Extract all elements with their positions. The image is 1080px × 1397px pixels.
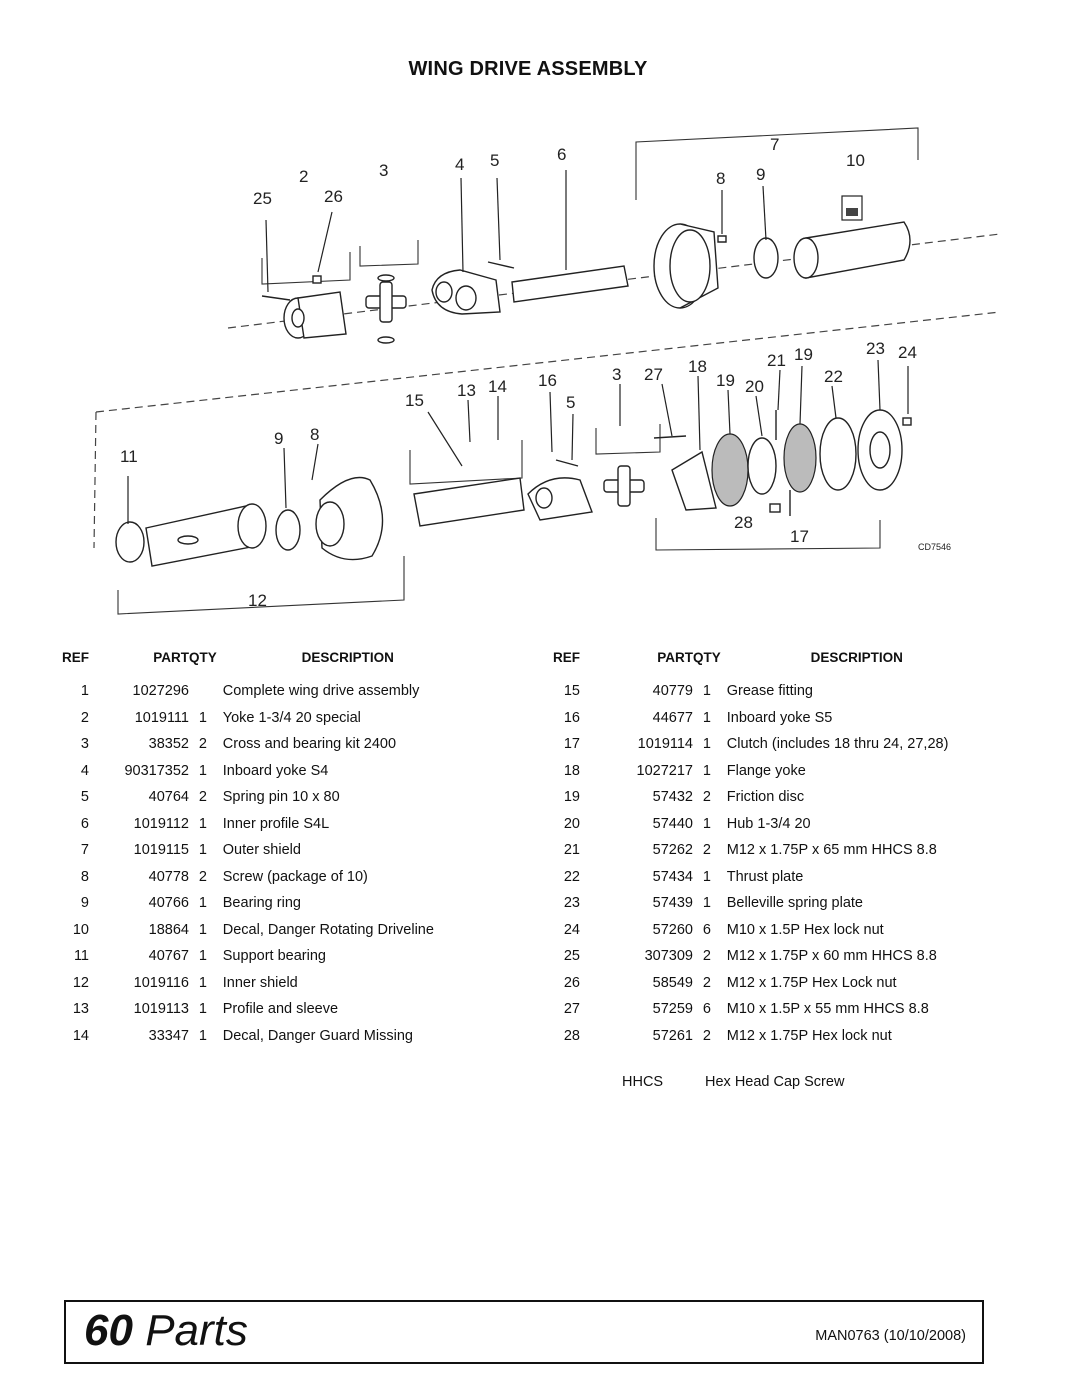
inner-shield-12-shape bbox=[146, 504, 266, 566]
ref-cell: 24 bbox=[563, 921, 580, 938]
part-number-cell: 1019115 bbox=[133, 842, 189, 859]
part-number-cell: 1027296 bbox=[132, 683, 189, 700]
part-number-cell: 57439 bbox=[652, 895, 693, 912]
lower-left-dash bbox=[94, 412, 96, 548]
table-row bbox=[62, 970, 473, 997]
part-number-cell: 33347 bbox=[148, 1027, 189, 1044]
description-cell: Profile and sleeve bbox=[222, 1001, 339, 1018]
yoke-2-shape bbox=[284, 292, 346, 338]
description-cell: M12 x 1.75P x 60 mm HHCS 8.8 bbox=[726, 948, 937, 965]
exploded-parts-diagram bbox=[0, 0, 1080, 640]
description-cell: Belleville spring plate bbox=[726, 895, 863, 912]
table-row bbox=[62, 784, 473, 811]
ref-cell: 1 bbox=[80, 683, 89, 700]
qty-cell: 6 bbox=[702, 1001, 711, 1018]
qty-cell: 1 bbox=[702, 868, 711, 885]
description-cell: Spring pin 10 x 80 bbox=[222, 789, 340, 806]
description-cell: Thrust plate bbox=[726, 868, 804, 885]
header-qty: QTY bbox=[189, 650, 217, 665]
table-row bbox=[553, 1023, 987, 1050]
header-ref: REF bbox=[62, 650, 89, 665]
bracket-13-14 bbox=[410, 440, 522, 484]
outer-shield-lower-shape bbox=[316, 478, 383, 560]
description-cell: M12 x 1.75P x 65 mm HHCS 8.8 bbox=[726, 842, 937, 859]
callout-6: 6 bbox=[557, 145, 567, 164]
qty-cell bbox=[189, 678, 217, 705]
table-row bbox=[62, 917, 473, 944]
callout-5: 5 bbox=[490, 151, 500, 170]
callout-9: 9 bbox=[756, 165, 766, 184]
qty-cell: 1 bbox=[702, 762, 711, 779]
callout-14: 14 bbox=[488, 377, 507, 396]
table-row bbox=[62, 678, 473, 705]
cross-bearing-3-shape bbox=[366, 275, 406, 343]
table-row bbox=[553, 837, 987, 864]
parts-table-right bbox=[553, 647, 987, 1049]
table-row bbox=[553, 758, 987, 785]
qty-cell: 1 bbox=[198, 842, 207, 859]
qty-cell: 2 bbox=[198, 789, 207, 806]
ref-cell: 22 bbox=[563, 868, 580, 885]
description-cell: Outer shield bbox=[222, 842, 301, 859]
callout-2: 2 bbox=[299, 167, 309, 186]
spring-pin-5-shape bbox=[488, 262, 514, 268]
ref-cell: 8 bbox=[80, 868, 89, 885]
page-number: 60 bbox=[84, 1306, 133, 1355]
bearing-ring-9-lower-shape bbox=[276, 510, 300, 550]
table-row bbox=[553, 731, 987, 758]
page-title: WING DRIVE ASSEMBLY bbox=[408, 58, 648, 80]
ref-cell: 17 bbox=[563, 736, 580, 753]
inboard-yoke-4-shape bbox=[432, 270, 500, 314]
ref-cell: 27 bbox=[563, 1001, 580, 1018]
header-qty: QTY bbox=[693, 650, 721, 665]
header-ref: REF bbox=[553, 650, 580, 665]
table-row bbox=[553, 705, 987, 732]
part-number-cell: 58549 bbox=[652, 974, 693, 991]
bolt-25-shape bbox=[262, 296, 290, 300]
shield-tube-10-shape bbox=[794, 196, 910, 278]
qty-cell: 2 bbox=[702, 1027, 711, 1044]
ref-cell: 23 bbox=[563, 895, 580, 912]
table-row bbox=[553, 784, 987, 811]
part-number-cell: 38352 bbox=[148, 736, 189, 753]
ref-cell: 21 bbox=[563, 842, 580, 859]
qty-cell: 1 bbox=[198, 895, 207, 912]
part-number-cell: 57261 bbox=[652, 1027, 693, 1044]
qty-cell: 1 bbox=[702, 815, 711, 832]
description-cell: Decal, Danger Rotating Driveline bbox=[222, 921, 434, 938]
description-cell: Decal, Danger Guard Missing bbox=[222, 1027, 413, 1044]
hub-20-shape bbox=[748, 438, 776, 494]
description-cell: M12 x 1.75P Hex lock nut bbox=[726, 1027, 892, 1044]
part-number-cell: 307309 bbox=[644, 948, 693, 965]
part-number-cell: 40779 bbox=[652, 683, 693, 700]
callout-22: 22 bbox=[824, 367, 843, 386]
part-number-cell: 1019111 bbox=[134, 709, 189, 726]
callout-12: 12 bbox=[248, 591, 267, 610]
part-number-cell: 57440 bbox=[652, 815, 693, 832]
qty-cell: 1 bbox=[702, 683, 711, 700]
part-number-cell: 18864 bbox=[148, 921, 189, 938]
part-number-cell: 40766 bbox=[148, 895, 189, 912]
table-row bbox=[62, 731, 473, 758]
description-cell: Inboard yoke S4 bbox=[222, 762, 329, 779]
nut-28-shape bbox=[770, 504, 780, 512]
header-part: PART bbox=[153, 650, 189, 665]
manual-number: MAN0763 (10/10/2008) bbox=[815, 1328, 966, 1344]
description-cell: Yoke 1-3/4 20 special bbox=[222, 709, 361, 726]
support-bearing-11-shape bbox=[116, 522, 144, 562]
table-row bbox=[553, 996, 987, 1023]
bearing-ring-9-shape bbox=[754, 238, 778, 278]
qty-cell: 1 bbox=[702, 895, 711, 912]
inner-profile-6-shape bbox=[512, 266, 628, 302]
description-cell: Friction disc bbox=[726, 789, 805, 806]
callout-5-lower: 5 bbox=[566, 393, 576, 412]
spring-pin-5-lower-shape bbox=[556, 460, 578, 466]
ref-cell: 6 bbox=[80, 815, 89, 832]
parts-right-body bbox=[553, 678, 987, 1049]
description-cell: Inner profile S4L bbox=[222, 815, 330, 832]
cross-bearing-3-lower-shape bbox=[604, 466, 644, 506]
nut-26-shape bbox=[313, 276, 321, 283]
callout-24: 24 bbox=[898, 343, 917, 362]
friction-disc-19-shape bbox=[712, 434, 748, 506]
part-number-cell: 40767 bbox=[148, 948, 189, 965]
description-cell: Support bearing bbox=[222, 948, 326, 965]
callout-17: 17 bbox=[790, 527, 809, 546]
qty-cell: 1 bbox=[198, 948, 207, 965]
abbreviation-definition: Hex Head Cap Screw bbox=[705, 1074, 845, 1090]
table-row bbox=[553, 811, 987, 838]
table-row bbox=[62, 1023, 473, 1050]
callout-28: 28 bbox=[734, 513, 753, 532]
ref-cell: 10 bbox=[72, 921, 89, 938]
footer-page-label bbox=[84, 1306, 248, 1356]
callout-19: 19 bbox=[794, 345, 813, 364]
callout-21: 21 bbox=[767, 351, 786, 370]
qty-cell: 1 bbox=[198, 974, 207, 991]
description-cell: M12 x 1.75P Hex Lock nut bbox=[726, 974, 897, 991]
ref-cell: 14 bbox=[72, 1027, 89, 1044]
ref-cell: 13 bbox=[72, 1001, 89, 1018]
bolt-27-shape bbox=[654, 436, 686, 438]
part-number-cell: 1019114 bbox=[637, 736, 693, 753]
callout-7: 7 bbox=[770, 135, 780, 154]
part-number-cell: 44677 bbox=[652, 709, 693, 726]
ref-cell: 28 bbox=[563, 1027, 580, 1044]
table-row bbox=[62, 811, 473, 838]
part-number-cell: 57262 bbox=[652, 842, 693, 859]
callout-13: 13 bbox=[457, 381, 476, 400]
profile-sleeve-13-shape bbox=[414, 478, 524, 526]
table-row bbox=[62, 890, 473, 917]
table-row bbox=[62, 943, 473, 970]
ref-cell: 18 bbox=[563, 762, 580, 779]
header-part: PART bbox=[657, 650, 693, 665]
part-number-cell: 57259 bbox=[652, 1001, 693, 1018]
bracket-17 bbox=[656, 518, 880, 550]
callout-19-lower: 19 bbox=[716, 371, 735, 390]
description-cell: Clutch (includes 18 thru 24, 27,28) bbox=[726, 736, 949, 753]
qty-cell: 1 bbox=[198, 921, 207, 938]
diagram-code: CD7546 bbox=[918, 542, 952, 552]
callout-23: 23 bbox=[866, 339, 885, 358]
qty-cell: 1 bbox=[198, 815, 207, 832]
qty-cell: 1 bbox=[198, 709, 207, 726]
qty-cell: 2 bbox=[702, 948, 711, 965]
parts-table-left bbox=[62, 647, 473, 1049]
description-cell: Bearing ring bbox=[222, 895, 301, 912]
ref-cell: 7 bbox=[80, 842, 89, 859]
bracket-3-lower bbox=[596, 424, 660, 454]
qty-cell: 1 bbox=[198, 762, 207, 779]
abbreviation-term: HHCS bbox=[622, 1074, 664, 1090]
outer-shield-7-shape bbox=[654, 224, 718, 308]
part-number-cell: 90317352 bbox=[124, 762, 189, 779]
qty-cell: 1 bbox=[702, 736, 711, 753]
bracket-3 bbox=[360, 240, 418, 266]
table-row bbox=[553, 890, 987, 917]
callout-27: 27 bbox=[644, 365, 663, 384]
qty-cell: 2 bbox=[702, 974, 711, 991]
friction-disc-19b-shape bbox=[784, 424, 816, 492]
description-cell: Inner shield bbox=[222, 974, 298, 991]
qty-cell: 1 bbox=[198, 1027, 207, 1044]
screw-8-shape bbox=[718, 236, 726, 242]
callout-18: 18 bbox=[688, 357, 707, 376]
callout-26: 26 bbox=[324, 187, 343, 206]
table-row bbox=[553, 678, 987, 705]
callout-20: 20 bbox=[745, 377, 764, 396]
header-description: DESCRIPTION bbox=[301, 650, 394, 665]
part-number-cell: 57432 bbox=[652, 789, 693, 806]
ref-cell: 15 bbox=[563, 683, 580, 700]
parts-left-body bbox=[62, 678, 473, 1049]
callout-3-lower: 3 bbox=[612, 365, 622, 384]
callout-15: 15 bbox=[405, 391, 424, 410]
nut-24-shape bbox=[903, 418, 911, 425]
qty-cell: 1 bbox=[702, 709, 711, 726]
callout-4: 4 bbox=[455, 155, 465, 174]
header-description: DESCRIPTION bbox=[810, 650, 903, 665]
callout-16: 16 bbox=[538, 371, 557, 390]
table-row bbox=[553, 943, 987, 970]
callout-8-lower: 8 bbox=[310, 425, 320, 444]
description-cell: M10 x 1.5P Hex lock nut bbox=[726, 921, 884, 938]
qty-cell: 1 bbox=[198, 1001, 207, 1018]
description-cell: Inboard yoke S5 bbox=[726, 709, 833, 726]
qty-cell: 2 bbox=[702, 789, 711, 806]
callout-3: 3 bbox=[379, 161, 389, 180]
ref-cell: 16 bbox=[563, 709, 580, 726]
description-cell: Cross and bearing kit 2400 bbox=[222, 736, 397, 753]
thrust-plate-22-shape bbox=[820, 418, 856, 490]
callout-9-lower: 9 bbox=[274, 429, 284, 448]
part-number-cell: 57434 bbox=[652, 868, 693, 885]
part-number-cell: 57260 bbox=[652, 921, 693, 938]
table-row bbox=[62, 837, 473, 864]
ref-cell: 4 bbox=[80, 762, 89, 779]
ref-cell: 2 bbox=[80, 709, 89, 726]
ref-cell: 11 bbox=[73, 948, 89, 965]
table-row bbox=[62, 758, 473, 785]
table-row bbox=[62, 864, 473, 891]
part-number-cell: 1019113 bbox=[133, 1001, 189, 1018]
bracket-2-26 bbox=[262, 252, 350, 284]
page-footer bbox=[64, 1300, 984, 1364]
ref-cell: 19 bbox=[563, 789, 580, 806]
table-row bbox=[553, 970, 987, 997]
table-row bbox=[62, 996, 473, 1023]
table-row bbox=[62, 705, 473, 732]
callout-8: 8 bbox=[716, 169, 726, 188]
inboard-yoke-16-shape bbox=[528, 478, 592, 520]
ref-cell: 26 bbox=[563, 974, 580, 991]
qty-cell: 2 bbox=[198, 868, 207, 885]
part-number-cell: 1019112 bbox=[133, 815, 189, 832]
ref-cell: 3 bbox=[80, 736, 89, 753]
ref-cell: 5 bbox=[80, 789, 89, 806]
qty-cell: 2 bbox=[198, 736, 207, 753]
part-number-cell: 1027217 bbox=[636, 762, 693, 779]
table-row bbox=[553, 864, 987, 891]
section-name: Parts bbox=[145, 1306, 248, 1355]
ref-cell: 25 bbox=[563, 948, 580, 965]
ref-cell: 20 bbox=[563, 815, 580, 832]
callout-11: 11 bbox=[120, 447, 138, 466]
part-number-cell: 40764 bbox=[148, 789, 189, 806]
description-cell: Flange yoke bbox=[726, 762, 806, 779]
flange-yoke-18-shape bbox=[672, 452, 716, 510]
qty-cell: 2 bbox=[702, 842, 711, 859]
qty-cell: 6 bbox=[702, 921, 711, 938]
part-number-cell: 40778 bbox=[148, 868, 189, 885]
ref-cell: 12 bbox=[72, 974, 89, 991]
table-row bbox=[553, 917, 987, 944]
description-cell: Grease fitting bbox=[726, 683, 814, 700]
ref-cell: 9 bbox=[80, 895, 89, 912]
callout-25: 25 bbox=[253, 189, 272, 208]
part-number-cell: 1019116 bbox=[133, 974, 189, 991]
description-cell: Complete wing drive assembly bbox=[222, 683, 420, 700]
description-cell: M10 x 1.5P x 55 mm HHCS 8.8 bbox=[726, 1001, 929, 1018]
description-cell: Screw (package of 10) bbox=[222, 868, 368, 885]
description-cell: Hub 1-3/4 20 bbox=[726, 815, 811, 832]
callout-10: 10 bbox=[846, 151, 865, 170]
